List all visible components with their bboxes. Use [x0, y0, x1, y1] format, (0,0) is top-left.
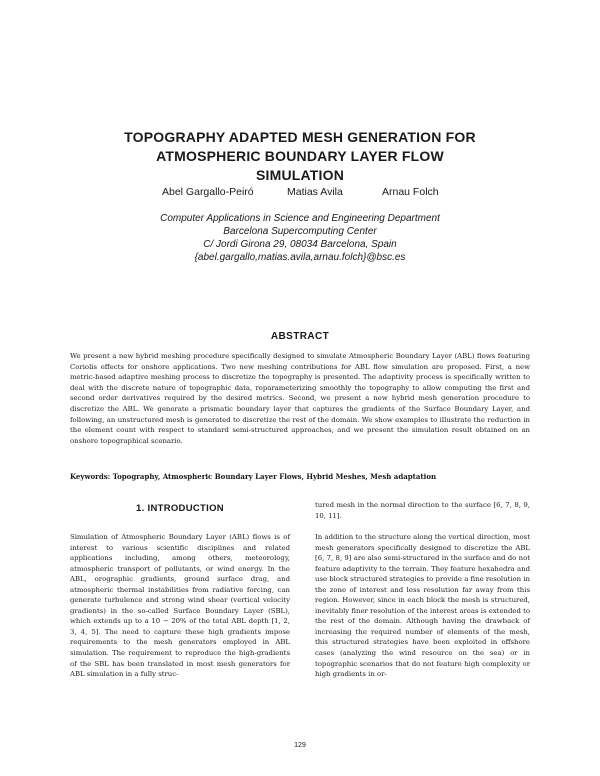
affiliation-line: C/ Jordi Girona 29, 08034 Barcelona, Spain: [203, 239, 397, 250]
right-column-text: In addition to the structure along the vertical direction, most mesh generators specifically designed to discretize the ABL [6, 7, 8, 9] are also semi-structured in the surface and do not feature adaptivity to the terrain. They feature hexahedra and use block structured strategies to provide a fine resolution in the zone of interest and less resolution far away from this region. However, since in each block the mesh is structured, inevitably finer resolution of the interest areas is extended to the rest of the domain. Although having the drawback of increasing the required number of elements of the mesh, this structured strategies have been exploited in offshore cases (analyzing the wind resource on the sea) or in topographic scenarios that do not feature high complexity or high gradients in or-: [315, 533, 530, 679]
keywords: Keywords: Topography, Atmospheric Boundary Layer Flows, Hybrid Meshes, Mesh adaptation: [70, 472, 437, 481]
author-emails: {abel.gargallo,matias.avila,arnau.folch}@bsc.es: [194, 252, 406, 263]
right-column-continuation: tured mesh in the normal direction to the surface [6, 7, 8, 9, 10, 11].: [315, 501, 530, 520]
page-number: 129: [294, 742, 306, 749]
author-list: [100, 186, 500, 198]
section-heading-introduction: 1. INTRODUCTION: [136, 503, 224, 514]
title-line: SIMULATION: [255, 167, 345, 183]
title-line: ATMOSPHERIC BOUNDARY LAYER FLOW: [156, 148, 444, 164]
affiliation-line: Computer Applications in Science and Engineering Department: [160, 213, 440, 224]
left-column-text: Simulation of Atmospheric Boundary Layer (ABL) flows is of interest to various scientific disciplines and related applications including, among others, meteorology, atmospheric transport of pollutants, or wind energy. In the ABL, orographic gradients, ground surface drag, and atmospheric thermal instabilities from radiative forcing, can generate turbulence and strong wind shear (vertical velocity gradients) in the so-called Surface Boundary Layer (SBL), which extends up to a 10 − 20% of the total ABL depth [1, 2, 3, 4, 5]. The need to capture these high gradients impose requirements to the mesh generators employed in ABL simulation. The requirement to reproduce the high-gradients of the SBL has been translated in most mesh generators for ABL simulation in a fully struc-: [70, 533, 290, 679]
abstract-heading: ABSTRACT: [270, 331, 330, 342]
author-name: Abel Gargallo-Peiró: [162, 186, 254, 198]
author-name: Matias Avila: [287, 186, 343, 198]
paper-title: [60, 128, 540, 185]
abstract-text: We present a new hybrid meshing procedure specifically designed to simulate Atmospheric Boundary Layer (ABL) flows featuring Coriolis effects for onshore applications. Two new meshing contributions for ABL flow simulation are proposed. First, a new metric-based adaptive meshing process to discretize the topography is presented. The adaptivity process is specifically written to deal with the discrete nature of topographic data, reparameterizing smoothly the topography to allow computing the first and second order derivatives required by the desired metrics. Second, we present a new hybrid mesh generation procedure to discretize the ABL. We generate a prismatic boundary layer that captures the gradients of the Surface Boundary Layer, and following, an unstructured mesh is generated to discretize the rest of the domain. We show examples to illustrate the reduction in the element count with respect to standard semi-structured approaches, and we present the simulation result obtained on an onshore topographical scenario.: [70, 352, 530, 445]
affiliation: [100, 212, 500, 264]
author-name: Arnau Folch: [382, 186, 439, 198]
title-line: TOPOGRAPHY ADAPTED MESH GENERATION FOR: [124, 129, 476, 145]
affiliation-line: Barcelona Supercomputing Center: [223, 226, 377, 237]
